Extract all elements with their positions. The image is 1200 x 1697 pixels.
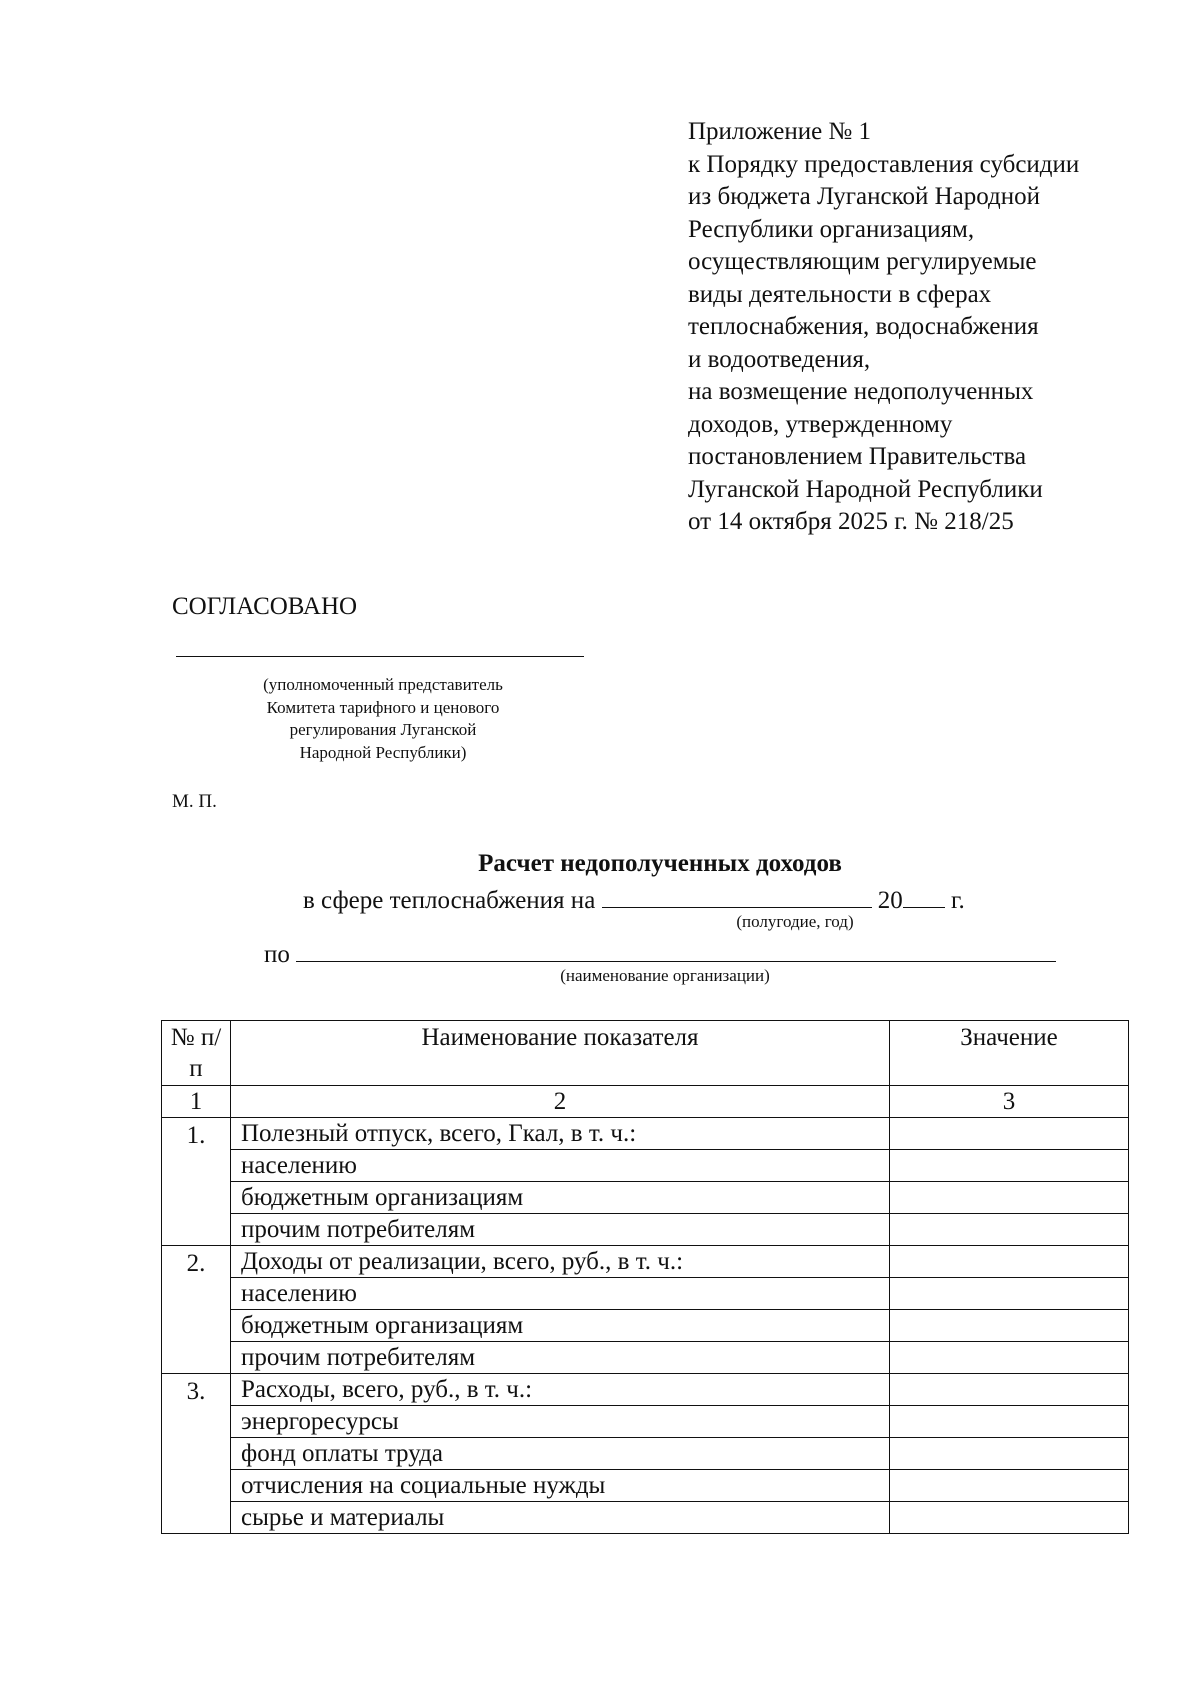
table-row xyxy=(162,1438,1129,1470)
indicator-name: Расходы, всего, руб., в т. ч.: xyxy=(231,1374,890,1406)
table-row xyxy=(162,1214,1129,1246)
header-value: Значение xyxy=(890,1021,1129,1086)
indicator-name: энергоресурсы xyxy=(231,1406,890,1438)
value-cell[interactable] xyxy=(890,1278,1129,1310)
indicator-name: сырье и материалы xyxy=(231,1502,890,1534)
appendix-line: теплоснабжения, водоснабжения xyxy=(688,313,1039,340)
value-cell[interactable] xyxy=(890,1310,1129,1342)
section-number: 1. xyxy=(162,1118,231,1246)
table-row xyxy=(162,1278,1129,1310)
indicator-name: населению xyxy=(231,1150,890,1182)
year-suffix: г. xyxy=(951,887,965,914)
table-row xyxy=(162,1310,1129,1342)
org-prefix: по xyxy=(264,941,290,968)
value-cell[interactable] xyxy=(890,1182,1129,1214)
period-blank[interactable] xyxy=(602,883,872,908)
indicator-name: населению xyxy=(231,1278,890,1310)
indicator-name: прочим потребителям xyxy=(231,1214,890,1246)
year-blank[interactable] xyxy=(903,883,945,908)
table-row xyxy=(162,1470,1129,1502)
signature-caption-line: Комитета тарифного и ценового xyxy=(266,697,500,717)
indicator-name: бюджетным организациям xyxy=(231,1310,890,1342)
value-cell[interactable] xyxy=(890,1246,1129,1278)
column-number: 3 xyxy=(890,1086,1129,1118)
value-cell[interactable] xyxy=(890,1406,1129,1438)
appendix-line: из бюджета Луганской Народной xyxy=(688,183,1041,210)
value-cell[interactable] xyxy=(890,1214,1129,1246)
indicator-name: фонд оплаты труда xyxy=(231,1438,890,1470)
table-row xyxy=(162,1118,1129,1150)
organization-caption: (наименование организации) xyxy=(560,966,770,985)
appendix-line: Приложение № 1 xyxy=(688,118,872,145)
value-cell[interactable] xyxy=(890,1118,1129,1150)
section-number: 3. xyxy=(162,1374,231,1534)
signature-caption-line: Народной Республики) xyxy=(299,742,467,762)
indicator-name: Полезный отпуск, всего, Гкал, в т. ч.: xyxy=(231,1118,890,1150)
appendix-line: на возмещение недополученных xyxy=(688,378,1034,405)
table-row xyxy=(162,1502,1129,1534)
table-row xyxy=(162,1406,1129,1438)
header-number: № п/п xyxy=(162,1021,231,1086)
appendix-line: Республики организациям, xyxy=(688,215,975,243)
stamp-label: М. П. xyxy=(172,791,217,812)
sphere-row xyxy=(303,883,965,915)
indicator-name: бюджетным организациям xyxy=(231,1182,890,1214)
value-cell[interactable] xyxy=(890,1438,1129,1470)
indicator-name: прочим потребителям xyxy=(231,1342,890,1374)
header-indicator: Наименование показателя xyxy=(231,1021,890,1086)
table-row xyxy=(162,1182,1129,1214)
value-cell[interactable] xyxy=(890,1150,1129,1182)
appendix-line: и водоотведения, xyxy=(688,345,871,373)
section-number: 2. xyxy=(162,1246,231,1374)
table-header-row xyxy=(162,1021,1129,1086)
table-row xyxy=(162,1150,1129,1182)
value-cell[interactable] xyxy=(890,1342,1129,1374)
calculation-table xyxy=(161,1020,1129,1534)
appendix-line: Луганской Народной Республики xyxy=(688,475,1043,503)
indicator-name: отчисления на социальные нужды xyxy=(231,1470,890,1502)
column-number: 2 xyxy=(231,1086,890,1118)
document-title: Расчет недополученных доходов xyxy=(478,850,842,877)
year-prefix: 20 xyxy=(877,887,903,914)
appendix-line: к Порядку предоставления субсидии xyxy=(688,150,1080,178)
sphere-prefix: в сфере теплоснабжения на xyxy=(303,887,596,914)
column-number-row xyxy=(162,1086,1129,1118)
table-row xyxy=(162,1342,1129,1374)
value-cell[interactable] xyxy=(890,1502,1129,1534)
approved-label: СОГЛАСОВАНО xyxy=(172,593,358,620)
indicator-name: Доходы от реализации, всего, руб., в т. ч.: xyxy=(231,1246,890,1278)
appendix-line: доходов, утвержденному xyxy=(688,410,953,438)
column-number: 1 xyxy=(162,1086,231,1118)
signature-line[interactable] xyxy=(176,656,584,657)
appendix-line: от 14 октября 2025 г. № 218/25 xyxy=(688,508,1014,535)
appendix-line: постановлением Правительства xyxy=(688,443,1027,470)
organization-blank[interactable] xyxy=(296,937,1056,962)
value-cell[interactable] xyxy=(890,1470,1129,1502)
value-cell[interactable] xyxy=(890,1374,1129,1406)
appendix-line: осуществляющим регулируемые xyxy=(688,248,1037,275)
signature-caption-line: (уполномоченный представитель xyxy=(263,675,503,694)
table-row xyxy=(162,1246,1129,1278)
table-row xyxy=(162,1374,1129,1406)
signature-caption-line: регулирования Луганской xyxy=(289,720,477,739)
period-caption: (полугодие, год) xyxy=(736,912,854,931)
appendix-line: виды деятельности в сферах xyxy=(688,280,992,308)
organization-row xyxy=(264,937,1056,969)
signature-caption xyxy=(188,674,578,764)
appendix-block xyxy=(688,116,1168,539)
